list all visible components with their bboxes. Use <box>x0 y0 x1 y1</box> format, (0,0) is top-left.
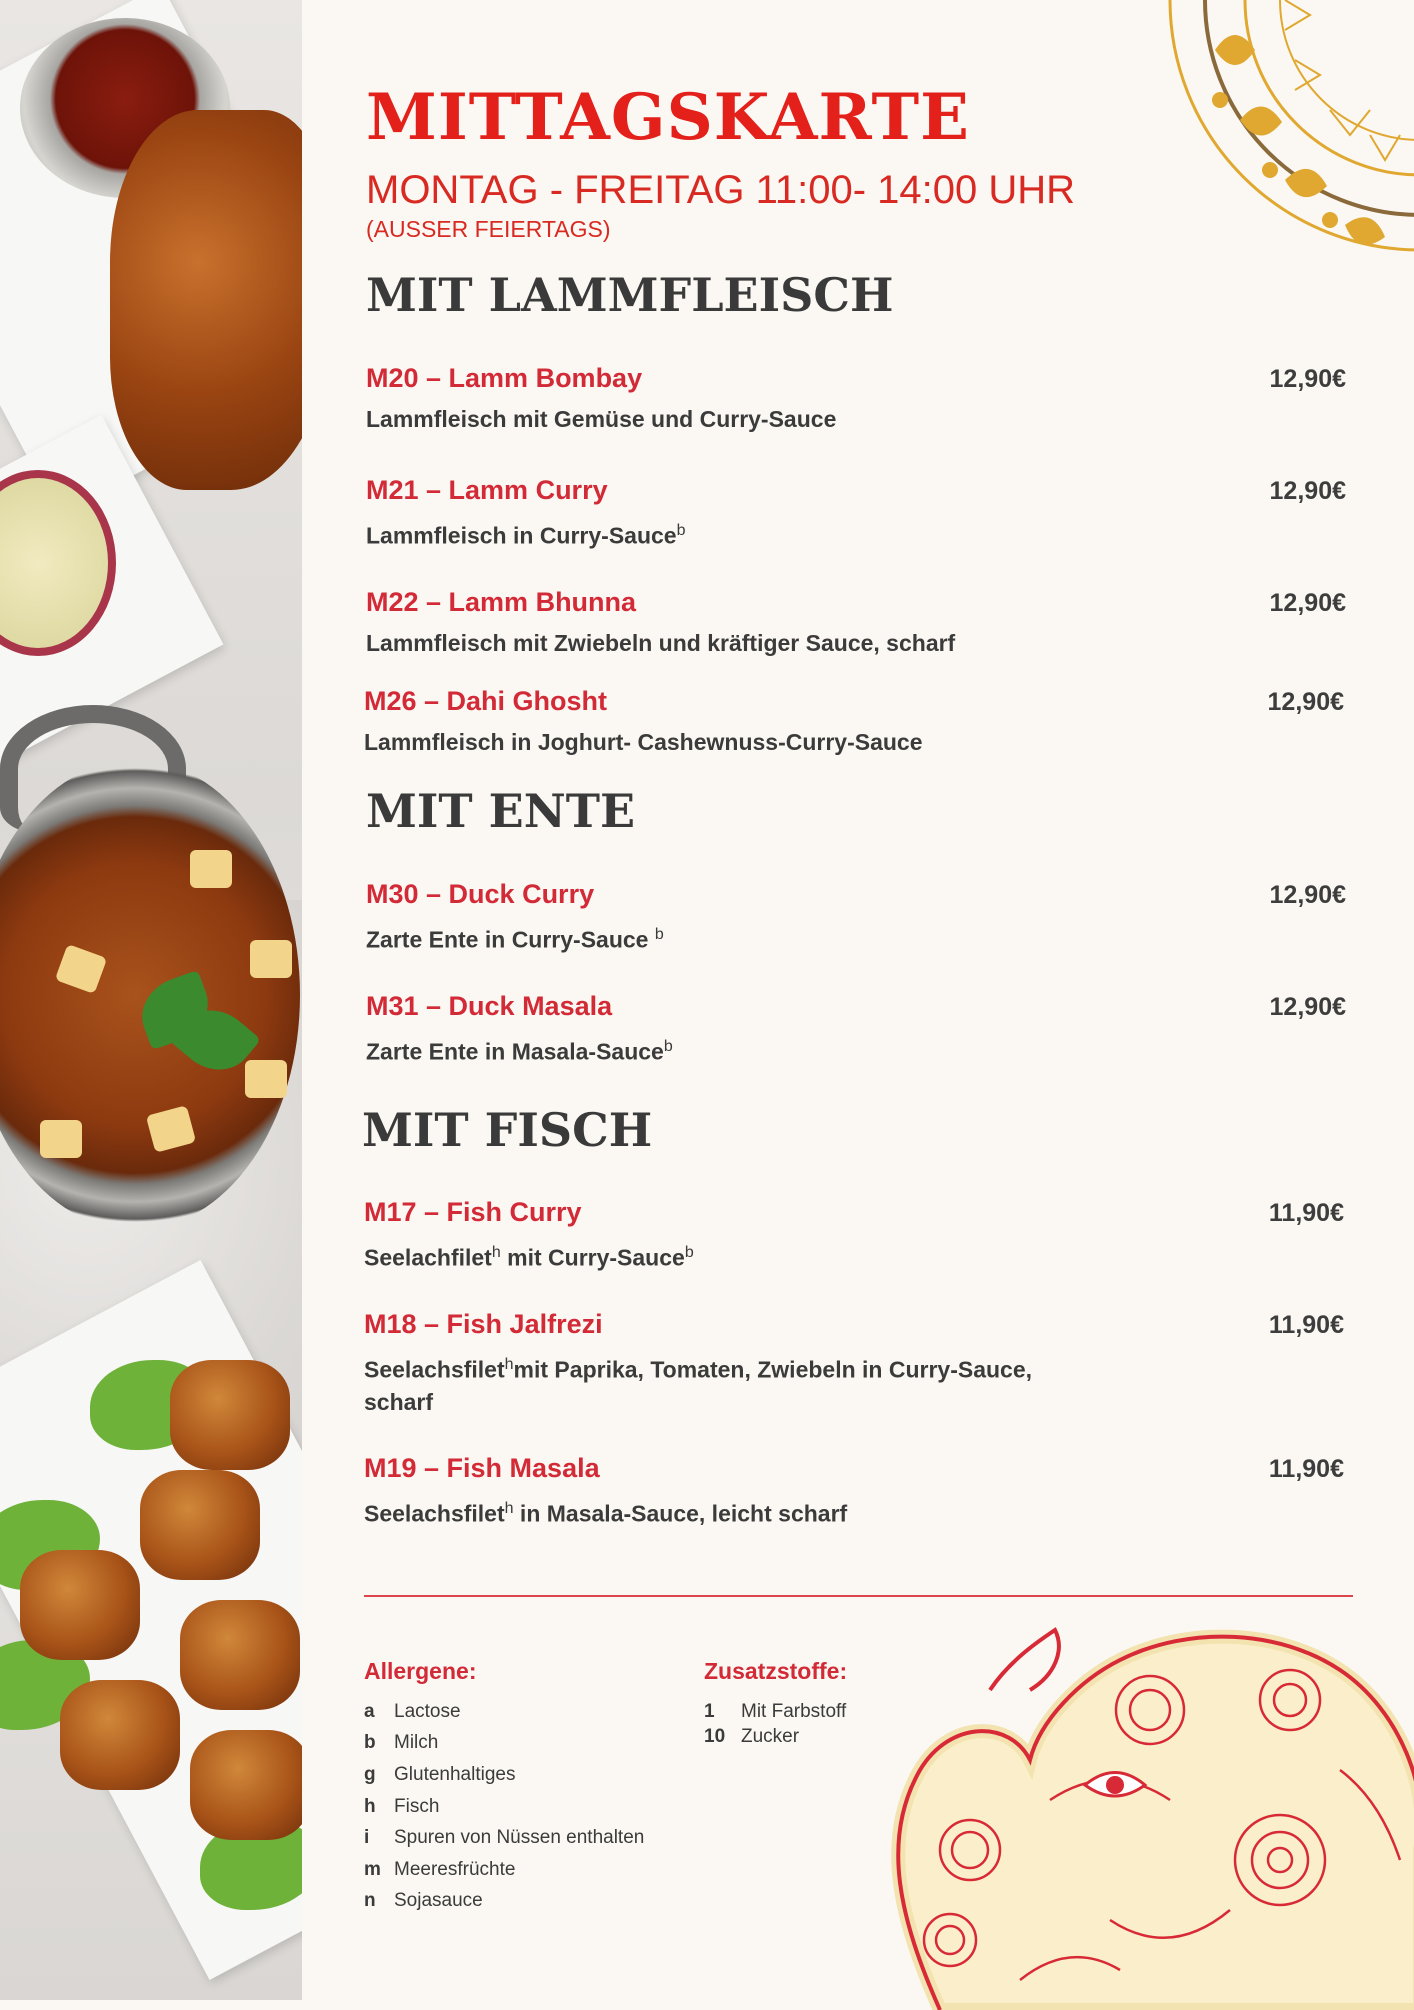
additive-item: 1 Mit Farbstoff <box>704 1701 847 1722</box>
item-name-m20: M20 – Lamm Bombay <box>366 363 643 393</box>
item-name-m30: M30 – Duck Curry <box>366 879 595 909</box>
item-price-m20: 12,90€ <box>1269 365 1346 393</box>
item-name-m19: M19 – Fish Masala <box>364 1453 600 1483</box>
item-desc-m22: Lammfleisch mit Zwiebeln und kräftiger Sauce, scharf <box>366 630 956 656</box>
additive-item: 10 Zucker <box>704 1726 800 1747</box>
allergen-item: g Glutenhaltiges <box>364 1764 516 1785</box>
item-price-m26: 12,90€ <box>1267 688 1344 716</box>
item-price-m22: 12,90€ <box>1269 589 1346 617</box>
item-desc-m31: Zarte Ente in Masala-Sauce$^b$ <box>366 1038 673 1065</box>
page-title: MITTAGSKARTE <box>366 80 970 155</box>
section-title-duck: MIT ENTE <box>366 784 636 838</box>
holiday-note: (AUSSER FEIERTAGS) <box>366 216 611 242</box>
item-price-m30: 12,90€ <box>1269 881 1346 909</box>
item-desc-m26: Lammfleisch in Joghurt- Cashewnuss-Curry-Sauce <box>364 729 923 755</box>
item-desc-m17: Seelachfilet$^h$ mit Curry-Sauce$^b$ <box>364 1244 694 1271</box>
allergen-item: i Spuren von Nüssen enthalten <box>364 1827 645 1848</box>
item-name-m21: M21 – Lamm Curry <box>366 475 608 505</box>
allergen-item: a Lactose <box>364 1701 461 1722</box>
item-desc-m30: Zarte Ente in Curry-Sauce $^b$ <box>366 926 664 953</box>
opening-hours: MONTAG - FREITAG 11:00- 14:00 UHR <box>366 168 1076 212</box>
allergen-item: n Sojasauce <box>364 1890 483 1911</box>
item-desc-m21: Lammfleisch in Curry-Sauce$^b$ <box>366 522 686 549</box>
item-desc-m20: Lammfleisch mit Gemüse und Curry-Sauce <box>366 406 837 432</box>
item-price-m18: 11,90€ <box>1268 1311 1344 1339</box>
item-price-m19: 11,90€ <box>1268 1455 1344 1483</box>
allergens-title: Allergene: <box>364 1658 477 1684</box>
allergen-item: b Milch <box>364 1732 439 1753</box>
section-title-fish: MIT FISCH <box>362 1103 653 1157</box>
allergen-item: h Fisch <box>364 1796 440 1817</box>
item-desc-m19: Seelachsfilet$^h$ in Masala-Sauce, leicht scharf <box>364 1500 848 1527</box>
item-desc-m18: Seelachsfilet$^h$mit Paprika, Tomaten, Zwiebeln in Curry-Sauce, scharf <box>364 1356 1033 1415</box>
item-price-m17: 11,90€ <box>1268 1199 1344 1227</box>
allergen-item: m Meeresfrüchte <box>364 1859 516 1880</box>
item-name-m26: M26 – Dahi Ghosht <box>364 686 608 716</box>
item-price-m21: 12,90€ <box>1269 477 1346 505</box>
item-price-m31: 12,90€ <box>1269 993 1346 1021</box>
divider <box>364 1595 1353 1597</box>
item-name-m18: M18 – Fish Jalfrezi <box>364 1309 603 1339</box>
item-name-m22: M22 – Lamm Bhunna <box>366 587 637 617</box>
additives-title: Zusatzstoffe: <box>704 1658 848 1684</box>
section-title-lamb: MIT LAMMFLEISCH <box>366 268 894 322</box>
item-name-m17: M17 – Fish Curry <box>364 1197 582 1227</box>
item-name-m31: M31 – Duck Masala <box>366 991 613 1021</box>
